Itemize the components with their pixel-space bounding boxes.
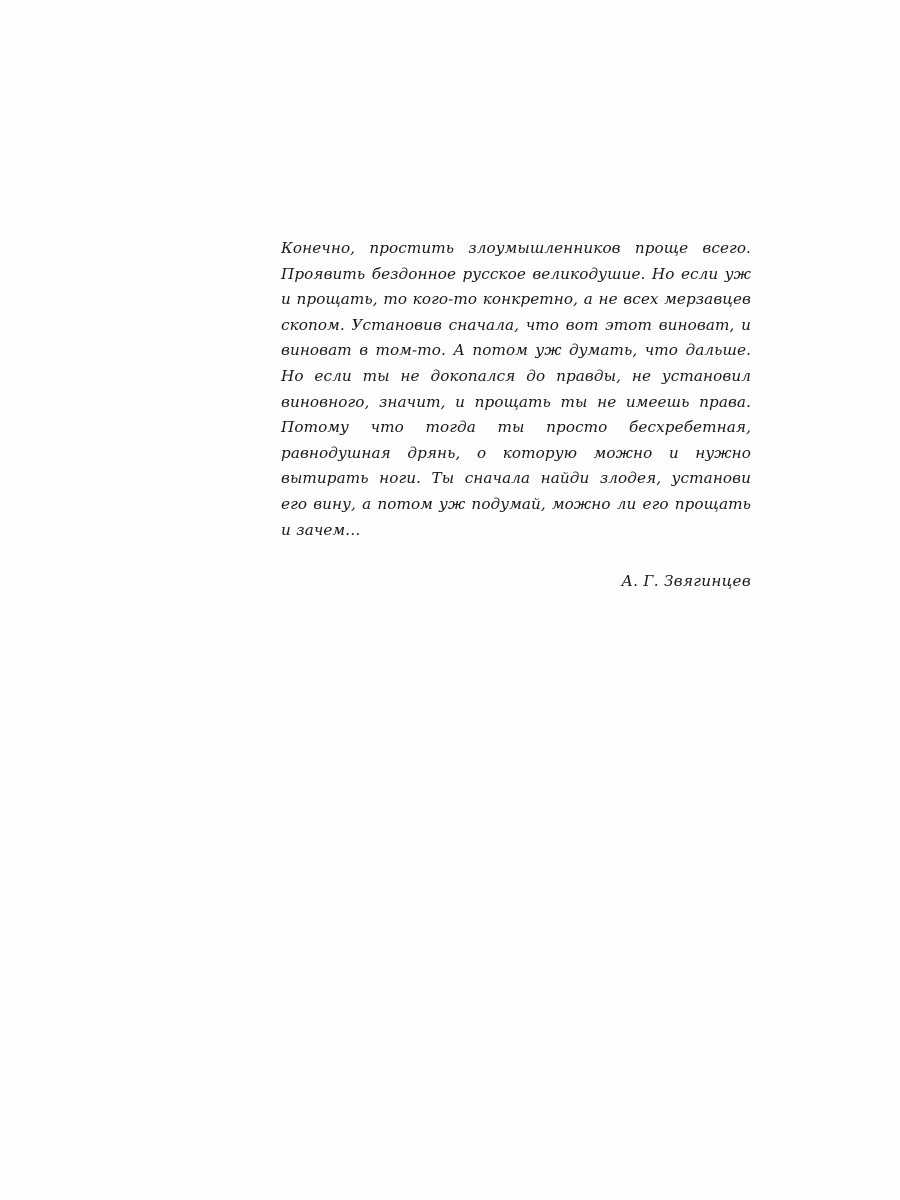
epigraph-attribution: А. Г. Звягинцев xyxy=(621,572,751,591)
epigraph-body: Конечно, простить злоумышленников проще всего. Проявить бездонное русское великодушие. Но если уж и прощать, то кого-то конкретно, а не всех мерзавцев скопом. Установив сначала, что вот этот виноват, и виноват в том-то. А потом уж думать, что дальше. Но если ты не докопался до правды, не установил виновного, значит, и прощать ты не имеешь права. Потому что тогда ты просто бесхребетная, равнодушная дрянь, о которую можно и нужно вытирать ноги. Ты сначала найди злодея, установи его вину, а потом уж подумай, можно ли его прощать и зачем… xyxy=(281,239,751,539)
epigraph-block xyxy=(281,236,751,595)
